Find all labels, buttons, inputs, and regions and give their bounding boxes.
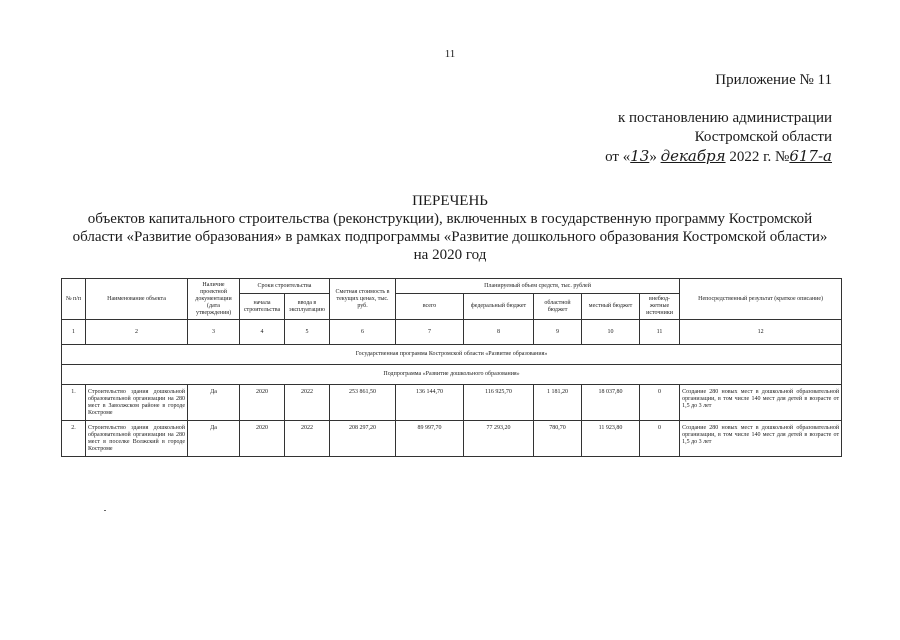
table-row — [62, 421, 842, 457]
header-name: Наименование объекта — [86, 279, 188, 320]
cell-total: 136 144,70 — [396, 385, 464, 421]
header-commission: ввода в эксплуатацию — [285, 294, 330, 320]
cell-offbudget: 0 — [640, 385, 680, 421]
cell-regional: 1 181,20 — [534, 385, 582, 421]
col-number: 2 — [86, 320, 188, 345]
cell-commission: 2022 — [285, 385, 330, 421]
col-number: 10 — [582, 320, 640, 345]
document-title — [0, 192, 900, 264]
appendix-line-2: к постановлению администрации — [617, 110, 832, 126]
title-line-1: объектов капитального строительства (реконструкции), включенных в государственную программу Костромской — [87, 211, 813, 227]
title-line-3: на 2020 год — [413, 247, 487, 263]
page-number: 11 — [444, 48, 456, 60]
cell-federal: 116 925,70 — [464, 385, 534, 421]
scan-speck — [104, 510, 106, 511]
cell-docs: Да — [188, 385, 240, 421]
header-start: начала строительства — [240, 294, 285, 320]
header-funding: Планируемый объем средств, тыс. рублей — [396, 279, 680, 294]
header-result: Непосредственный результат (краткое описание) — [680, 279, 842, 320]
subprogram-row: Подпрограмма «Развитие дошкольного образования» — [62, 365, 842, 385]
cell-start: 2020 — [240, 421, 285, 457]
cell-federal: 77 293,20 — [464, 421, 534, 457]
col-number: 7 — [396, 320, 464, 345]
header-cost: Сметная стоимость в текущих ценах, тыс. руб. — [330, 279, 396, 320]
header-num: № п/п — [62, 279, 86, 320]
column-numbers-row — [62, 320, 842, 345]
header-docs: Наличие проектной документации (дата утверждения) — [188, 279, 240, 320]
col-number: 9 — [534, 320, 582, 345]
header-local: местный бюджет — [582, 294, 640, 320]
decree-number-handwritten: 617-а — [789, 147, 832, 165]
cell-name: Строительство здания дошкольной образовательной организации на 280 мест в поселке Волжский в городе Костроме — [86, 421, 188, 457]
col-number: 3 — [188, 320, 240, 345]
col-number: 4 — [240, 320, 285, 345]
appendix-line-3: Костромской области — [694, 129, 832, 145]
appendix-date-line — [605, 146, 832, 167]
date-month-handwritten: декабря — [660, 147, 726, 165]
cell-name: Строительство здания дошкольной образовательной организации на 280 мест в Заволжском районе в городе Костроме — [86, 385, 188, 421]
cell-local: 11 923,80 — [582, 421, 640, 457]
col-number: 6 — [330, 320, 396, 345]
cell-result: Создание 280 новых мест в дошкольной образовательной организации, в том числе 140 мест для детей в возрасте от 1,5 до 3 лет — [680, 385, 842, 421]
col-number: 12 — [680, 320, 842, 345]
header-federal: федеральный бюджет — [464, 294, 534, 320]
appendix-title: Приложение № 11 — [715, 72, 832, 88]
program-row: Государственная программа Костромской области «Развитие образования» — [62, 345, 842, 365]
cell-regional: 780,70 — [534, 421, 582, 457]
col-number: 5 — [285, 320, 330, 345]
cell-start: 2020 — [240, 385, 285, 421]
objects-table — [61, 278, 842, 457]
header-total: всего — [396, 294, 464, 320]
cell-result: Создание 280 новых мест в дошкольной образовательной организации, в том числе 140 мест для детей в возрасте от 1,5 до 3 лет — [680, 421, 842, 457]
cell-docs: Да — [188, 421, 240, 457]
col-number: 1 — [62, 320, 86, 345]
date-prefix: от « — [605, 149, 631, 165]
cell-cost: 208 297,20 — [330, 421, 396, 457]
header-offbudget: внебюд- жетные источники — [640, 294, 680, 320]
date-day-handwritten: 13 — [630, 147, 650, 165]
header-regional: областной бюджет — [534, 294, 582, 320]
date-year: 2022 г. № — [725, 149, 790, 165]
cell-cost: 253 861,50 — [330, 385, 396, 421]
cell-offbudget: 0 — [640, 421, 680, 457]
date-mid: » — [649, 149, 661, 165]
col-number: 11 — [640, 320, 680, 345]
header-terms: Сроки строительства — [240, 279, 330, 294]
table-row — [62, 385, 842, 421]
cell-total: 89 997,70 — [396, 421, 464, 457]
col-number: 8 — [464, 320, 534, 345]
title-heading: ПЕРЕЧЕНЬ — [412, 193, 488, 209]
cell-num: 2. — [62, 421, 86, 457]
cell-commission: 2022 — [285, 421, 330, 457]
cell-local: 18 037,80 — [582, 385, 640, 421]
title-line-2: области «Развитие образования» в рамках подпрограммы «Развитие дошкольного образования Костромской области» — [72, 229, 828, 245]
cell-num: 1. — [62, 385, 86, 421]
